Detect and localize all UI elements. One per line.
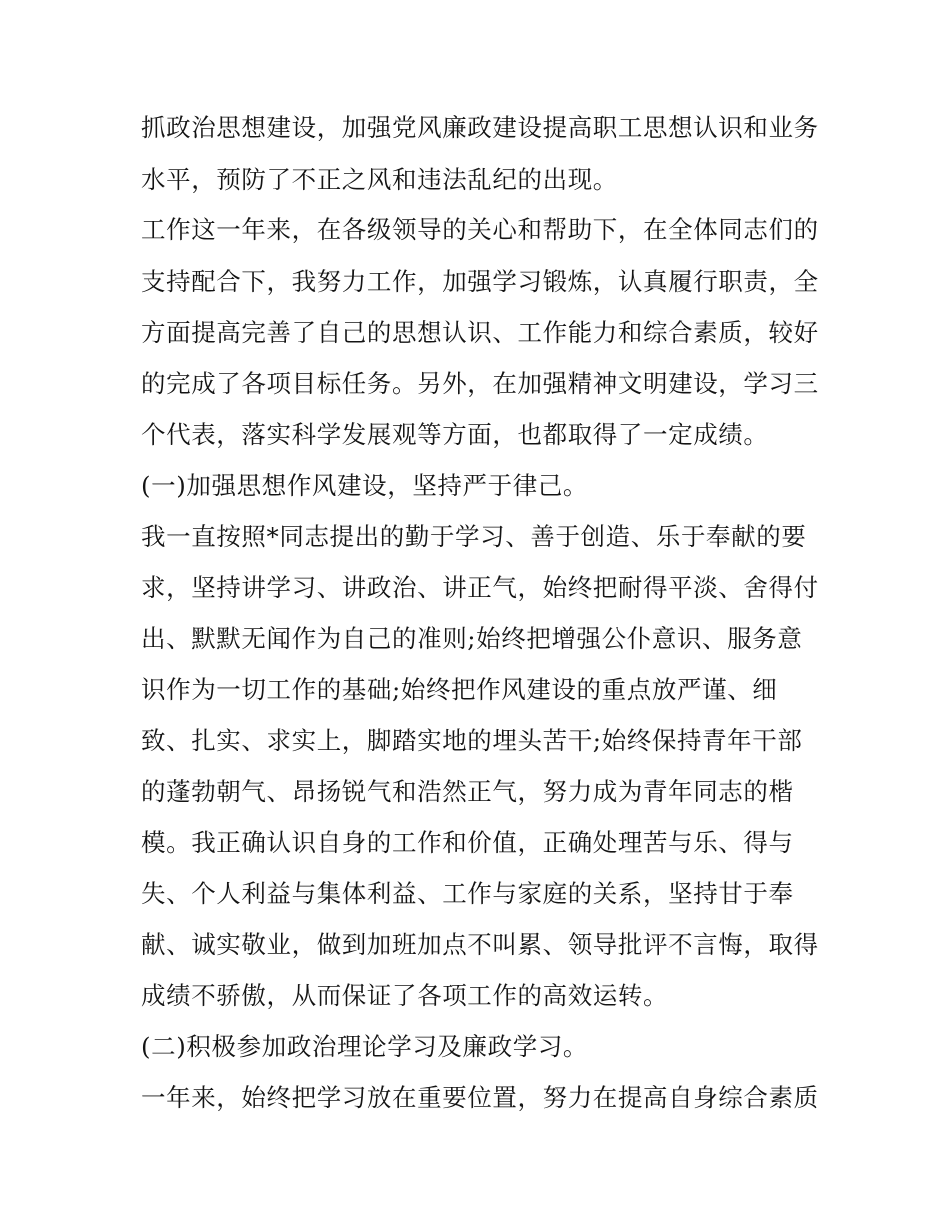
text-line: 识作为一切工作的基础;始终把作风建设的重点放严谨、细 (141, 675, 778, 704)
text-line: 一年来，始终把学习放在重要位置，努力在提高自身综合素质 (141, 1083, 819, 1112)
text-line: 抓政治思想建设，加强党风廉政建设提高职工思想认识和业务 (141, 113, 819, 142)
text-line: 个代表，落实科学发展观等方面，也都取得了一定成绩。 (141, 420, 769, 449)
text-line: 支持配合下，我努力工作，加强学习锻炼，认真履行职责，全 (141, 267, 819, 296)
text-line: 我一直按照*同志提出的勤于学习、善于创造、乐于奉献的要 (141, 522, 807, 551)
text-line: 失、个人利益与集体利益、工作与家庭的关系，坚持甘于奉 (141, 879, 794, 908)
text-line: 水平，预防了不正之风和违法乱纪的出现。 (141, 165, 618, 194)
text-line: 的完成了各项目标任务。另外，在加强精神文明建设，学习三 (141, 369, 819, 398)
section-heading: (二)积极参加政治理论学习及廉政学习。 (141, 1032, 589, 1061)
text-line: 出、默默无闻作为自己的准则;始终把增强公仆意识、服务意 (141, 624, 803, 653)
section-heading: (一)加强思想作风建设，坚持严于律己。 (141, 471, 589, 500)
text-line: 求，坚持讲学习、讲政治、讲正气，始终把耐得平淡、舍得付 (141, 573, 819, 602)
text-line: 工作这一年来，在各级领导的关心和帮助下，在全体同志们的 (141, 215, 819, 244)
text-line: 模。我正确认识自身的工作和价值，正确处理苦与乐、得与 (141, 828, 794, 857)
text-line: 献、诚实敬业，做到加班加点不叫累、领导批评不言悔，取得 (141, 930, 819, 959)
text-line: 成绩不骄傲，从而保证了各项工作的高效运转。 (141, 981, 669, 1010)
text-line: 的蓬勃朝气、昂扬锐气和浩然正气，努力成为青年同志的楷 (141, 777, 794, 806)
text-line: 方面提高完善了自己的思想认识、工作能力和综合素质，较好 (141, 318, 819, 347)
text-line: 致、扎实、求实上，脚踏实地的埋头苦干;始终保持青年干部 (141, 726, 803, 755)
